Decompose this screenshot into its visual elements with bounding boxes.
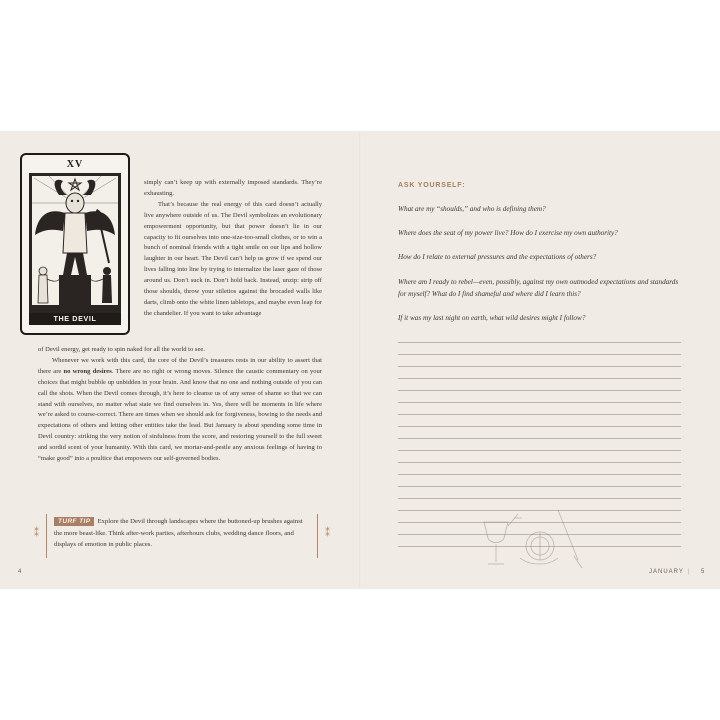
writing-line[interactable] xyxy=(398,390,681,391)
paragraph: of Devil energy, get ready to spin naked for all the world to see. xyxy=(38,346,205,353)
emphasis: no wrong desires xyxy=(63,367,112,375)
devil-illustration-icon xyxy=(29,173,121,315)
writing-line[interactable] xyxy=(398,366,681,367)
sprig-right-icon: ⁑ xyxy=(325,528,330,539)
body-text-continued xyxy=(38,345,322,465)
card-label-bar xyxy=(29,313,121,325)
writing-line[interactable] xyxy=(398,402,681,403)
tip-rule-left xyxy=(46,514,47,558)
sprig-left-icon: ⁑ xyxy=(34,528,39,539)
card-label: THE DEVIL xyxy=(53,314,97,323)
devil-tarot-card xyxy=(20,153,130,335)
writing-line[interactable] xyxy=(398,354,681,355)
folio-left: 4 xyxy=(18,569,23,575)
text-run: . There are no right or wrong moves. Silence the caustic commentary on your choices that might bubble up unbidden in your brain. And know that no one and nothing outside of you can call the shots. When the Devil comes through, it’s here to cleanse us of any sense of shame so that we can stand with ourselves, no matter what state we find ourselves in. Yes, there will be moments in life where we’re asked to course-correct. There are times when we should ask for forgiveness, bowing to the needs and expectations of others and letting other entities take the lead. But January is about spending some time in Devil country: striking the very notion of sinfulness from the score, and restoring yourself to the full sweet and sordid scent of your humanity. With this card, we mortar-and-pestle any anxious feelings of having to “make good” into a poultice that empowers our self-governed bodies. xyxy=(38,367,323,463)
paragraph: That’s because the real energy of this card doesn’t actually live anywhere outside of us. The Devil symbolizes an evolutionary empowerment opportunity, but that power doesn’t lie in our capacity to fit ourselves into one-size-too-small clothes, or to win a bunch of nominal friends with a tight smile on our lips and hollow laughter in our heart. The Devil can’t help us grow if we spend our lives falling into line by trying to internalize the laser gaze of those around us. Don’t suck in. Don’t hold back. Instead, unzip: strip off those shoulds, throw your stilettos against the brocaded walls like darts, climb onto the white linen tabletops, and maybe even leap for the chandelier. If you want to take advantage xyxy=(144,200,322,317)
writing-line[interactable] xyxy=(398,486,681,487)
turf-tip-box xyxy=(34,514,330,558)
still-life-watermark-icon xyxy=(478,508,588,574)
running-head: JANUARY xyxy=(649,569,684,575)
folio-right: 5 xyxy=(701,569,706,575)
writing-line[interactable] xyxy=(398,450,681,451)
paragraph: simply can’t keep up with externally imposed standards. They’re exhausting. xyxy=(144,179,322,197)
folio-separator: | xyxy=(688,569,691,575)
writing-line[interactable] xyxy=(398,426,681,427)
writing-line[interactable] xyxy=(398,414,681,415)
writing-line[interactable] xyxy=(398,438,681,439)
writing-line[interactable] xyxy=(398,498,681,499)
tip-body: Explore the Devil through landscapes where the buttoned-up brushes against the more beast-like. Think after-work parties, afterhours clubs, wedding dance floors, and displays of emotion in public places. xyxy=(54,518,303,549)
writing-line[interactable] xyxy=(398,378,681,379)
question: If it was my last night on earth, what wild desires might I follow? xyxy=(398,314,586,322)
body-text-beside-card xyxy=(144,178,322,320)
question: What are my “shoulds,” and who is defining them? xyxy=(398,205,546,213)
writing-line[interactable] xyxy=(398,474,681,475)
text-run: Whenever we work with this card, the core of the Devil’s treasures rests in our ability to assert that there are xyxy=(38,356,322,375)
paragraph xyxy=(38,356,322,465)
gutter xyxy=(359,131,361,589)
question: Where am I ready to rebel—even, possibly, against my own outmoded expectations and standards for myself? What do I find shameful and where did I learn this? xyxy=(398,278,679,298)
turf-tip-badge: TURF TIP xyxy=(54,517,94,526)
tip-text xyxy=(54,516,310,551)
tip-rule-right xyxy=(317,514,318,558)
card-numeral: XV xyxy=(66,159,84,170)
question: Where does the seat of my power live? How do I exercise my own authority? xyxy=(398,229,618,237)
question: How do I relate to external pressures and the expectations of others? xyxy=(398,253,597,261)
writing-line[interactable] xyxy=(398,342,681,343)
ask-yourself-heading: ASK YOURSELF: xyxy=(398,182,466,189)
writing-line[interactable] xyxy=(398,462,681,463)
